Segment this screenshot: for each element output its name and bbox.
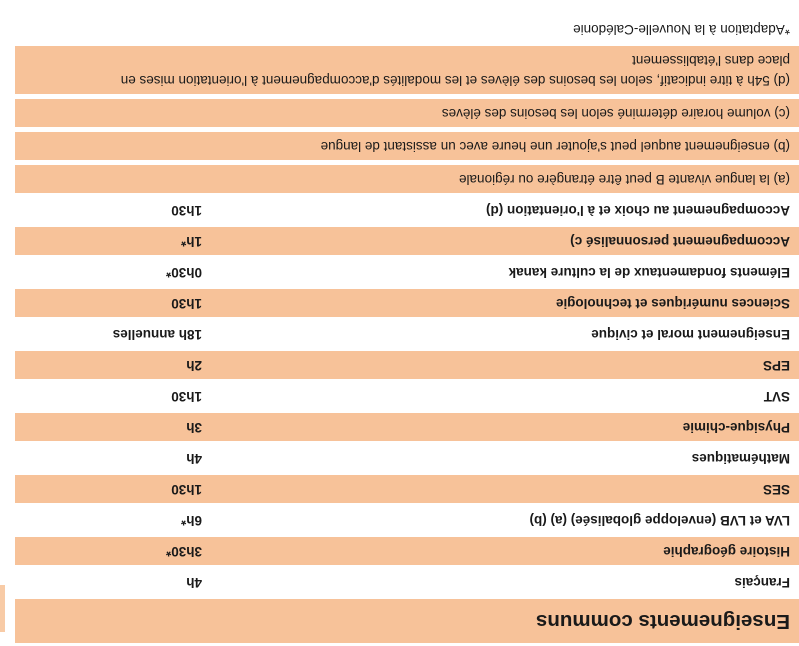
hours-value: 18h annuelles: [112, 327, 202, 342]
table-row: [15, 568, 799, 596]
subject-label: SVT: [763, 389, 790, 404]
hours-value: 6h*: [180, 513, 202, 528]
adaptation-note: *Adaptation à la Nouvelle-Calédonie: [15, 22, 799, 37]
footnote: (d) 54h à titre indicatif, selon les besoins des élèves et les modalités d'accompagnement à l'orientation mises en place dans l'établissement: [15, 46, 799, 94]
hours-value: 3h30*: [165, 544, 202, 559]
footnote: (c) volume horaire déterminé selon les besoins des élèves: [15, 99, 799, 127]
table-row: [15, 444, 799, 472]
hours-value: 1h30: [171, 482, 202, 497]
footnote: (b) enseignement auquel peut s'ajouter une heure avec un assistant de langue: [15, 132, 799, 160]
subject-label: Histoire géographie: [663, 544, 790, 559]
table-row: [15, 351, 799, 379]
curriculum-table: [15, 22, 799, 646]
table-footnotes: [15, 46, 799, 193]
subject-label: Physique-chimie: [682, 420, 790, 435]
table-row: [15, 227, 799, 255]
subject-label: LVA et LVB (enveloppe globalisée) (a) (b): [529, 513, 790, 528]
table-row: [15, 413, 799, 441]
table-header: Enseignements communs: [15, 599, 799, 643]
table-row: [15, 320, 799, 348]
hours-value: 1h*: [180, 234, 202, 249]
subject-label: SES: [762, 482, 790, 497]
hours-value: 2h: [186, 358, 202, 373]
subject-label: Accompagnement au choix et à l'orientation (d): [485, 203, 790, 218]
subject-label: Enseignement moral et civique: [591, 327, 790, 342]
hours-value: 4h: [186, 575, 202, 590]
table-row: [15, 196, 799, 224]
subject-label: Accompagnement personnalisé c): [570, 234, 790, 249]
subject-label: Mathématiques: [691, 451, 790, 466]
subject-label: Eléments fondamentaux de la culture kanak: [508, 265, 790, 280]
table-row: [15, 475, 799, 503]
table-row: [15, 258, 799, 286]
subject-label: EPS: [762, 358, 790, 373]
table-row: [15, 382, 799, 410]
hours-value: 0h30*: [165, 265, 202, 280]
footnote: (a) la langue vivante B peut être étrangère ou régionale: [15, 165, 799, 193]
hours-value: 1h30: [171, 389, 202, 404]
table-rows: [15, 196, 799, 596]
hours-value: 3h: [186, 420, 202, 435]
table-row: [15, 506, 799, 534]
subject-label: Français: [734, 575, 790, 590]
cropped-adjacent-table-fragment: [0, 585, 5, 632]
hours-value: 1h30: [171, 203, 202, 218]
hours-value: 4h: [186, 451, 202, 466]
table-row: [15, 289, 799, 317]
table-row: [15, 537, 799, 565]
subject-label: Sciences numériques et technologie: [555, 296, 790, 311]
hours-value: 1h30: [171, 296, 202, 311]
